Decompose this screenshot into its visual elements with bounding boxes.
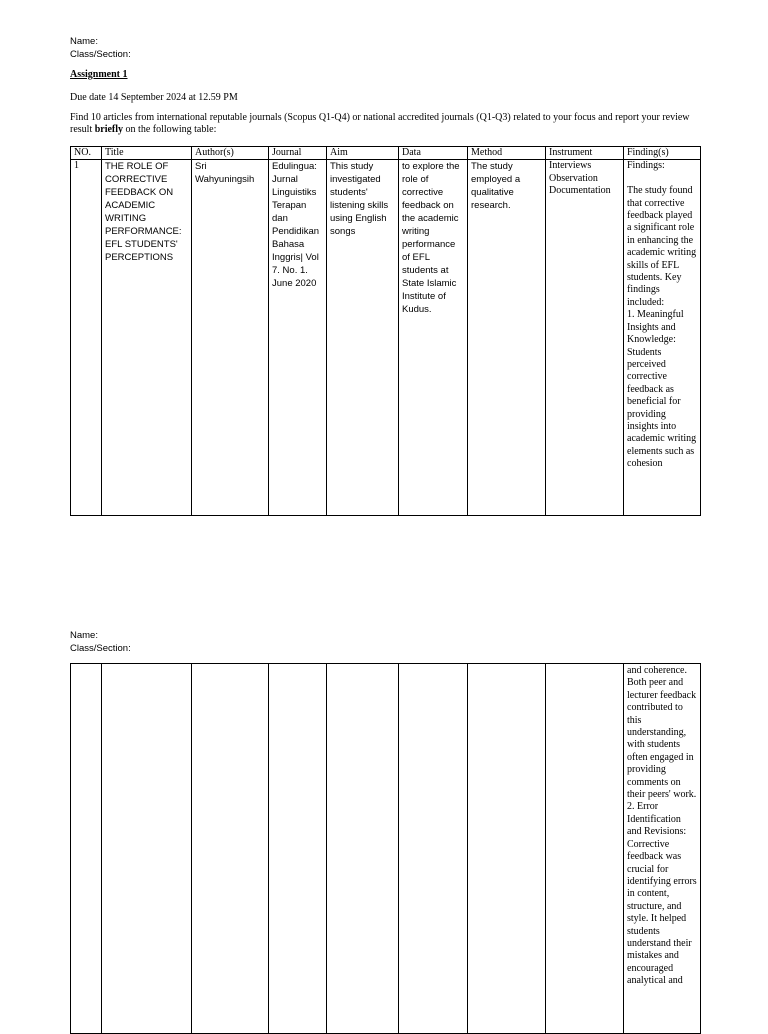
cell-title: THE ROLE OF CORRECTIVE FEEDBACK ON ACADEMIC WRITING PERFORMANCE: EFL STUDENTS' PERCEPTIONS <box>102 160 192 516</box>
instruction-text <box>70 112 700 136</box>
header-aim: Aim <box>327 147 399 160</box>
header-title: Title <box>102 147 192 160</box>
header-method: Method <box>468 147 546 160</box>
class-section-label-2: Class/Section: <box>70 643 131 654</box>
name-label-2: Name: <box>70 630 98 641</box>
cell-method: The study employed a qualitative research. <box>468 160 546 516</box>
name-label: Name: <box>70 36 98 47</box>
due-date: Due date 14 September 2024 at 12.59 PM <box>70 92 238 103</box>
header-findings: Finding(s) <box>624 147 701 160</box>
cell-journal: Edulingua: Jurnal Linguistiks Terapan dan Pendidikan Bahasa Inggris| Vol 7. No. 1. June 2020 <box>269 160 327 516</box>
table-header-row <box>71 147 701 160</box>
instruction-before: Find 10 articles from international reputable journals (Scopus Q1-Q4) or national accredited journals (Q1-Q3) related to your focus and report your review result <box>70 112 690 135</box>
cell-method-cont <box>468 664 546 1034</box>
cell-aim-cont <box>327 664 399 1034</box>
cell-data-cont <box>399 664 468 1034</box>
review-table-page1 <box>70 146 701 516</box>
page1-header <box>70 35 131 61</box>
cell-title-cont <box>102 664 192 1034</box>
header-journal: Journal <box>269 147 327 160</box>
header-instrument: Instrument <box>546 147 624 160</box>
cell-instrument: Interviews Observation Documentation <box>546 160 624 516</box>
page2-header <box>70 629 131 655</box>
cell-journal-cont <box>269 664 327 1034</box>
review-table-page2 <box>70 663 701 1034</box>
header-no: NO. <box>71 147 102 160</box>
assignment-title: Assignment 1 <box>70 69 128 80</box>
cell-data: to explore the role of corrective feedback on the academic writing performance of EFL students at State Islamic Institute of Kudus. <box>399 160 468 516</box>
table-row-continued <box>71 664 701 1034</box>
cell-no-cont <box>71 664 102 1034</box>
cell-aim: This study investigated students' listening skills using English songs <box>327 160 399 516</box>
cell-findings: Findings: The study found that corrective feedback played a significant role in enhancing the academic writing skills of EFL students. Key findings included: 1. Meaningful Insights and Knowledge: Students perceived corrective feedback as beneficial for providing insights into academic writing elements such as cohesion <box>624 160 701 516</box>
cell-findings-cont: and coherence. Both peer and lecturer feedback contributed to this understanding, with students often engaged in providing comments on their peers' work. 2. Error Identification and Revisions: Corrective feedback was crucial for identifying errors in content, structure, and style. It helped students understand their mistakes and encouraged analytical and <box>624 664 701 1034</box>
table-row <box>71 160 701 516</box>
cell-instrument-cont <box>546 664 624 1034</box>
instruction-bold: briefly <box>94 124 124 135</box>
class-section-label: Class/Section: <box>70 49 131 60</box>
cell-no: 1 <box>71 160 102 516</box>
cell-authors: Sri Wahyuningsih <box>192 160 269 516</box>
header-data: Data <box>399 147 468 160</box>
header-authors: Author(s) <box>192 147 269 160</box>
instruction-after: on the following table: <box>123 124 217 135</box>
cell-authors-cont <box>192 664 269 1034</box>
